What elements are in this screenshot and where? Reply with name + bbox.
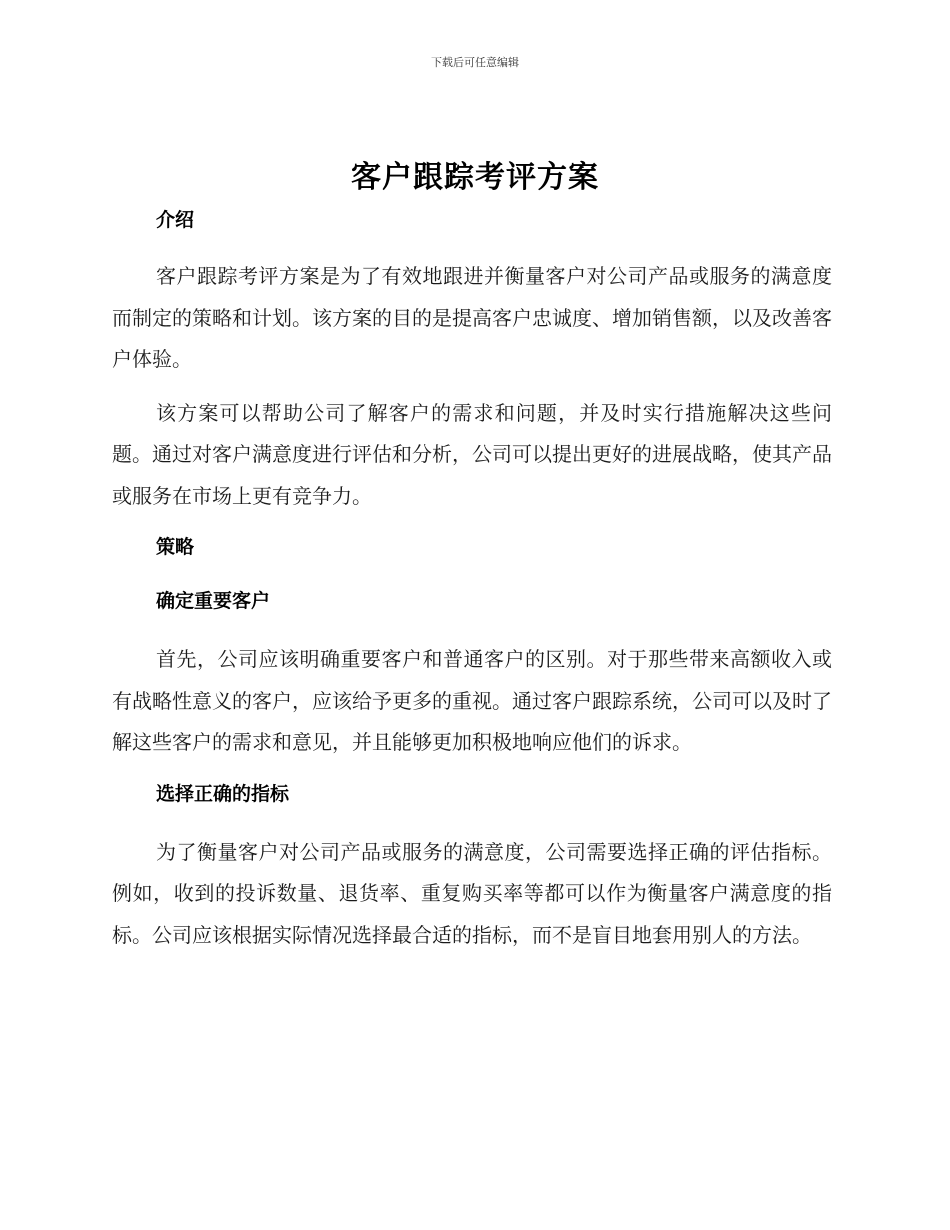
subsection-heading-key-customers: 确定重要客户 xyxy=(156,590,271,612)
intro-paragraph-2: 该方案可以帮助公司了解客户的需求和问题，并及时实行措施解决这些问题。通过对客户满意度进行评估和分析，公司可以提出更好的进展战略，使其产品或服务在市场上更有竞争力。 xyxy=(112,400,832,508)
intro-paragraph-1: 客户跟踪考评方案是为了有效地跟进并衡量客户对公司产品或服务的满意度而制定的策略和计划。该方案的目的是提高客户忠诚度、增加销售额，以及改善客户体验。 xyxy=(112,264,832,371)
document-body xyxy=(112,204,832,956)
page-title: 客户跟踪考评方案 xyxy=(351,160,599,195)
header-note: 下载后可任意编辑 xyxy=(431,56,519,69)
indicators-paragraph: 为了衡量客户对公司产品或服务的满意度，公司需要选择正确的评估指标。例如，收到的投诉数量、退货率、重复购买率等都可以作为衡量客户满意度的指标。公司应该根据实际情况选择最合适的指标，而不是盲目地套用别人的方法。 xyxy=(112,839,832,947)
subsection-heading-indicators: 选择正确的指标 xyxy=(156,782,290,805)
section-heading-strategy: 策略 xyxy=(156,536,195,558)
section-heading-intro: 介绍 xyxy=(156,209,195,231)
key-customers-paragraph: 首先，公司应该明确重要客户和普通客户的区别。对于那些带来高额收入或有战略性意义的客户，应该给予更多的重视。通过客户跟踪系统，公司可以及时了解这些客户的需求和意见，并且能够更加积极地响应他们的诉求。 xyxy=(112,647,832,754)
